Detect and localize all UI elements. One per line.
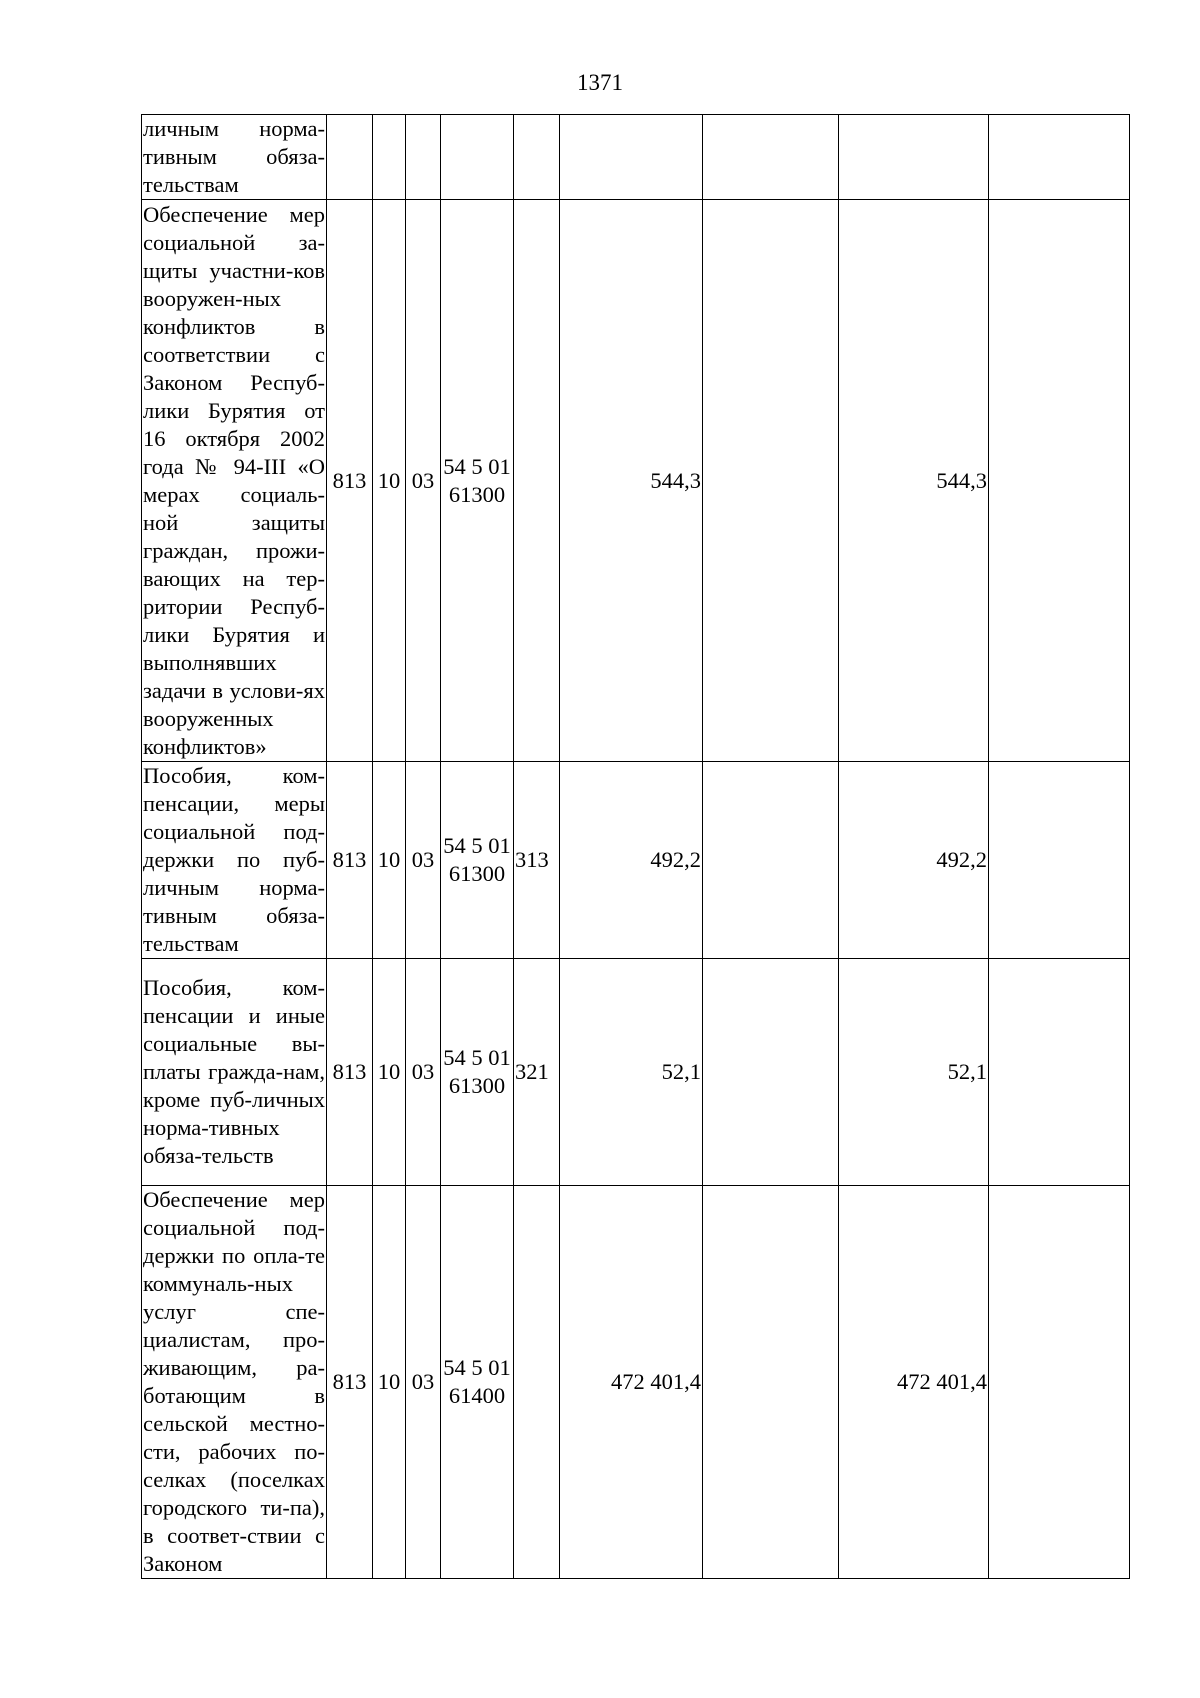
subsection-code: 03: [406, 1186, 441, 1579]
amount-col9: [989, 959, 1130, 1186]
target-article-code: 54 5 01 61300: [441, 762, 514, 959]
row-description: Обеспечение мер социальной за-щиты участни-ков вооружен-ных конфликтов в соответствии с Законом Респуб-лики Бурятия от 16 октября 2002 года № 94-III «О мерах социаль-ной защиты граждан, прожи-вающих на тер-ритории Респуб-лики Бурятия и выполнявших задачи в услови-ях вооруженных конфликтов»: [142, 200, 327, 762]
subsection-code: [406, 115, 441, 200]
row-description: Обеспечение мер социальной под-держки по опла-те коммуналь-ных услуг спе-циалистам, про-живающим, ра-ботающим в сельской местно-сти, рабочих по-селках (поселках городского ти-па), в соответ-ствии с Законом: [142, 1186, 327, 1579]
section-code: 10: [373, 1186, 406, 1579]
grbs-code: 813: [327, 1186, 373, 1579]
amount-col8: [839, 115, 989, 200]
table-row: [142, 1186, 1130, 1579]
page-number: 1371: [577, 70, 623, 95]
target-article-code: 54 5 01 61300: [441, 200, 514, 762]
target-article-code: 54 5 01 61400: [441, 1186, 514, 1579]
expense-type-code: 313: [514, 762, 560, 959]
expense-type-code: [514, 200, 560, 762]
amount-col9: [989, 115, 1130, 200]
section-code: 10: [373, 762, 406, 959]
amount-col6: 472 401,4: [560, 1186, 703, 1579]
amount-col7: [703, 200, 839, 762]
amount-col9: [989, 762, 1130, 959]
amount-col6: [560, 115, 703, 200]
target-article-code: [441, 115, 514, 200]
amount-col8: 472 401,4: [839, 1186, 989, 1579]
target-article-code: 54 5 01 61300: [441, 959, 514, 1186]
amount-col9: [989, 1186, 1130, 1579]
amount-col7: [703, 1186, 839, 1579]
table-row: [142, 762, 1130, 959]
table-row: [142, 959, 1130, 1186]
amount-col8: 52,1: [839, 959, 989, 1186]
table-row: [142, 115, 1130, 200]
grbs-code: 813: [327, 762, 373, 959]
amount-col8: 544,3: [839, 200, 989, 762]
subsection-code: 03: [406, 762, 441, 959]
amount-col6: 492,2: [560, 762, 703, 959]
subsection-code: 03: [406, 200, 441, 762]
grbs-code: 813: [327, 959, 373, 1186]
row-description: Пособия, ком-пенсации, меры социальной под-держки по пуб-личным норма-тивным обяза-тельствам: [142, 762, 327, 959]
expense-type-code: 321: [514, 959, 560, 1186]
section-code: 10: [373, 200, 406, 762]
grbs-code: 813: [327, 200, 373, 762]
section-code: [373, 115, 406, 200]
expense-type-code: [514, 115, 560, 200]
table-row: [142, 200, 1130, 762]
row-description: личным норма-тивным обяза-тельствам: [142, 115, 327, 200]
amount-col7: [703, 115, 839, 200]
amount-col7: [703, 959, 839, 1186]
section-code: 10: [373, 959, 406, 1186]
subsection-code: 03: [406, 959, 441, 1186]
amount-col6: 544,3: [560, 200, 703, 762]
budget-table: [141, 114, 1130, 1579]
amount-col8: 492,2: [839, 762, 989, 959]
amount-col6: 52,1: [560, 959, 703, 1186]
amount-col7: [703, 762, 839, 959]
grbs-code: [327, 115, 373, 200]
amount-col9: [989, 200, 1130, 762]
expense-type-code: [514, 1186, 560, 1579]
row-description: Пособия, ком-пенсации и иные социальные вы-платы гражда-нам, кроме пуб-личных норма-тивных обяза-тельств: [142, 959, 327, 1186]
